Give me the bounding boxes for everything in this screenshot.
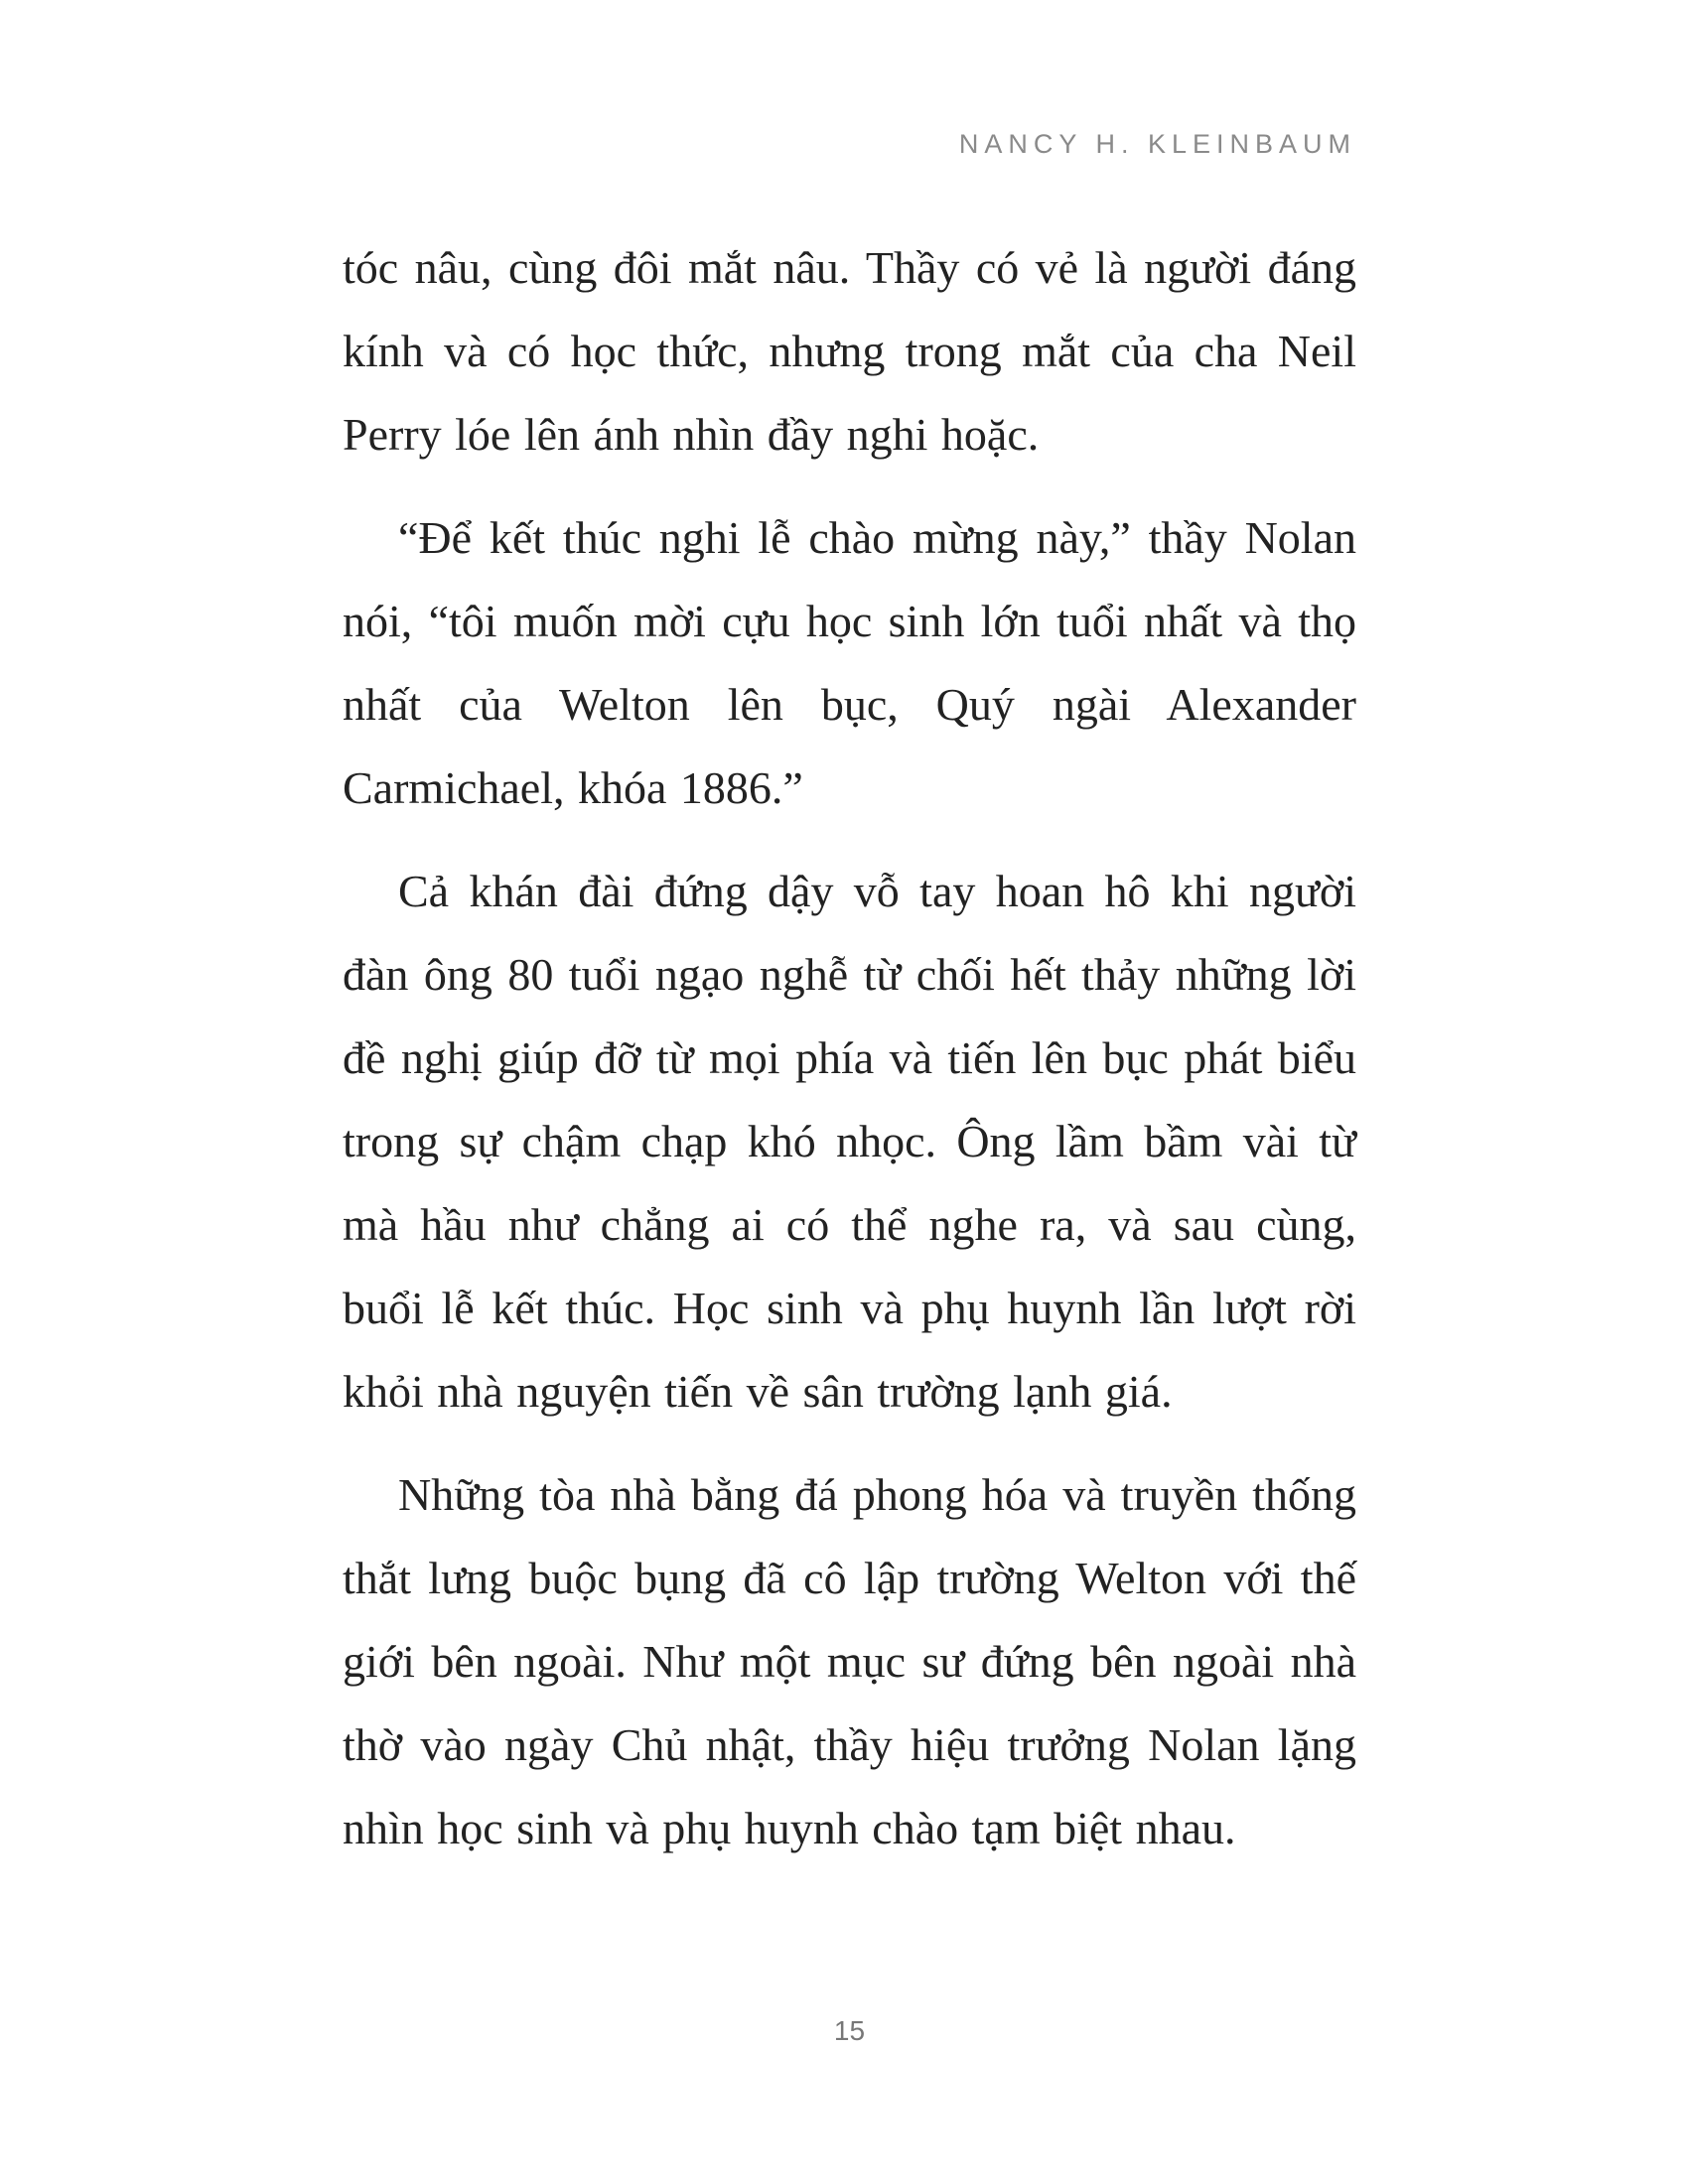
page-number: 15 bbox=[833, 2015, 866, 2046]
running-header-author: NANCY H. KLEINBAUM bbox=[958, 129, 1356, 159]
text-column bbox=[343, 0, 1356, 2184]
paragraph: “Để kết thúc nghi lễ chào mừng này,” thầy Nolan nói, “tôi muốn mời cựu học sinh lớn tuổi nhất và thọ nhất của Welton lên bục, Quý ngài Alexander Carmichael, khóa 1886.” bbox=[343, 512, 1356, 813]
paragraph: tóc nâu, cùng đôi mắt nâu. Thầy có vẻ là người đáng kính và có học thức, nhưng trong mắt của cha Neil Perry lóe lên ánh nhìn đầy nghi hoặc. bbox=[343, 242, 1356, 460]
body-text bbox=[343, 226, 1356, 1890]
paragraph: Những tòa nhà bằng đá phong hóa và truyền thống thắt lưng buộc bụng đã cô lập trường Welton với thế giới bên ngoài. Như một mục sư đứng bên ngoài nhà thờ vào ngày Chủ nhật, thầy hiệu trưởng Nolan lặng nhìn học sinh và phụ huynh chào tạm biệt nhau. bbox=[343, 1469, 1356, 1853]
paragraph: Cả khán đài đứng dậy vỗ tay hoan hô khi người đàn ông 80 tuổi ngạo nghễ từ chối hết thảy những lời đề nghị giúp đỡ từ mọi phía và tiến lên bục phát biểu trong sự chậm chạp khó nhọc. Ông lầm bầm vài từ mà hầu như chẳng ai có thể nghe ra, và sau cùng, buổi lễ kết thúc. Học sinh và phụ huynh lần lượt rời khỏi nhà nguyện tiến về sân trường lạnh giá. bbox=[343, 866, 1356, 1417]
